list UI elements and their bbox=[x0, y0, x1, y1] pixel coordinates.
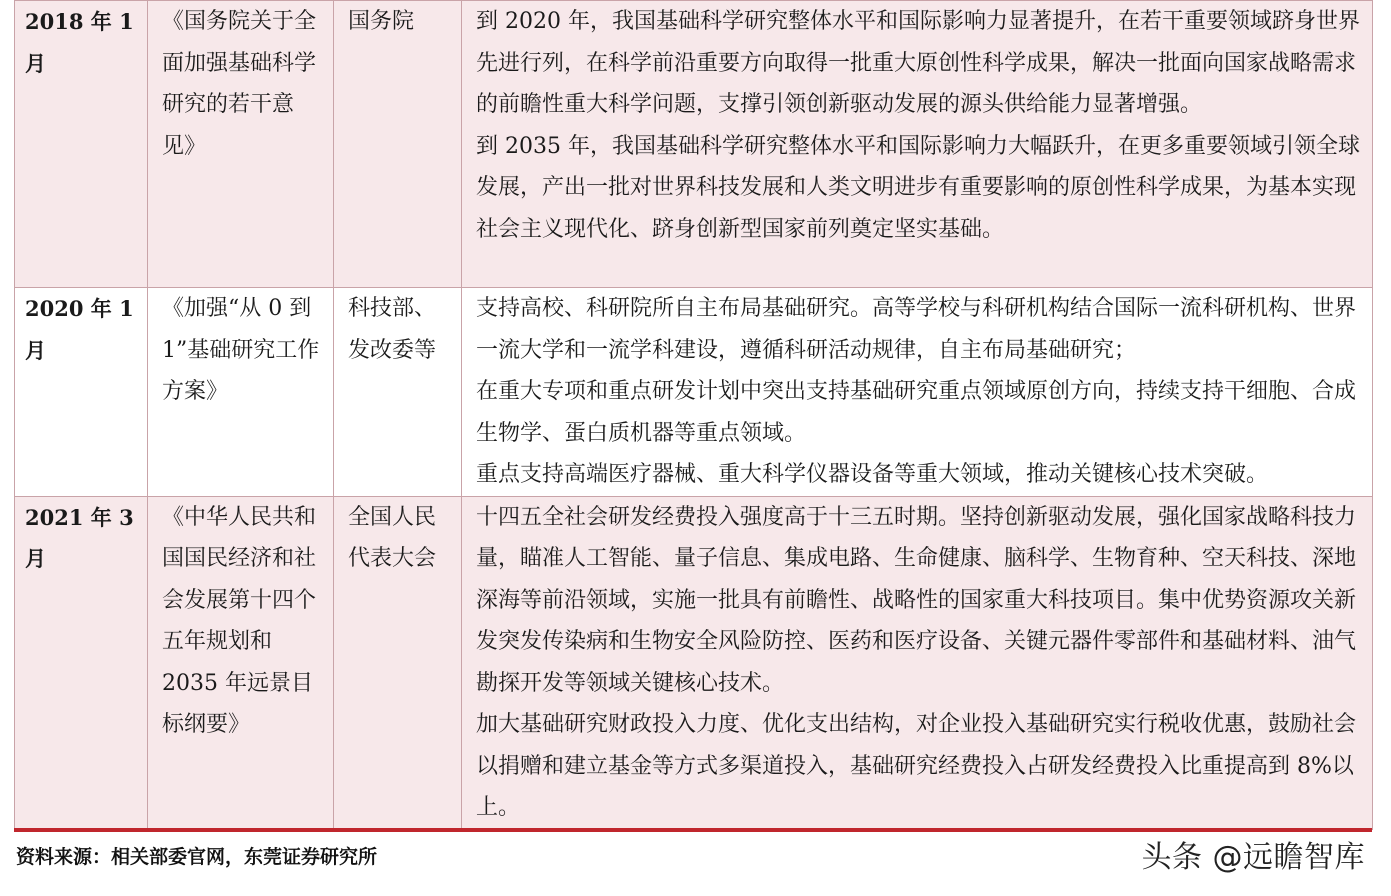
content-paragraph: 加大基础研究财政投入力度、优化支出结构，对企业投入基础研究实行税收优惠，鼓励社会以捐赠和建立基金等方式多渠道投入，基础研究经费投入占研发经费投入比重提高到 8%以上。 bbox=[476, 712, 1357, 820]
content-cell bbox=[462, 496, 1373, 829]
issuing-body-cell: 全国人民代表大会 bbox=[334, 496, 462, 829]
date-cell: 2020 年 1 月 bbox=[15, 288, 148, 497]
content-paragraph: 支持高校、科研院所自主布局基础研究。高等学校与科研机构结合国际一流科研机构、世界一流大学和一流学科建设，遵循科研活动规律，自主布局基础研究； bbox=[476, 296, 1357, 363]
date-cell: 2021 年 3 月 bbox=[15, 496, 148, 829]
table-row bbox=[15, 288, 1373, 497]
content-paragraph: 重点支持高端医疗器械、重大科学仪器设备等重大领域，推动关键核心技术突破。 bbox=[476, 462, 1269, 487]
document-title-cell: 《中华人民共和国国民经济和社会发展第十四个五年规划和 2035 年远景目标纲要》 bbox=[148, 496, 334, 829]
document-title-cell: 《加强“从 0 到 1”基础研究工作方案》 bbox=[148, 288, 334, 497]
policy-table-wrapper bbox=[14, 0, 1372, 830]
issuing-body-cell: 科技部、发改委等 bbox=[334, 288, 462, 497]
content-cell bbox=[462, 288, 1373, 497]
content-paragraph: 到 2020 年，我国基础科学研究整体水平和国际影响力显著提升，在若干重要领域跻身世界先进行列，在科学前沿重要方向取得一批重大原创性科学成果，解决一批面向国家战略需求的前瞻性重大科学问题，支撑引领创新驱动发展的源头供给能力显著增强。 bbox=[476, 9, 1360, 117]
watermark: 头条 @远瞻智库 bbox=[1141, 840, 1365, 875]
policy-table bbox=[14, 0, 1373, 830]
content-cell bbox=[462, 1, 1373, 288]
content-paragraph: 在重大专项和重点研发计划中突出支持基础研究重点领域原创方向，持续支持干细胞、合成生物学、蛋白质机器等重点领域。 bbox=[476, 379, 1357, 446]
date-cell: 2018 年 1 月 bbox=[15, 1, 148, 288]
document-title-cell: 《国务院关于全面加强基础科学研究的若干意见》 bbox=[148, 1, 334, 288]
issuing-body-cell: 国务院 bbox=[334, 1, 462, 288]
table-row bbox=[15, 1, 1373, 288]
table-row bbox=[15, 496, 1373, 829]
source-note: 资料来源：相关部委官网，东莞证券研究所 bbox=[16, 846, 378, 868]
content-paragraph: 到 2035 年，我国基础科学研究整体水平和国际影响力大幅跃升，在更多重要领域引领全球发展，产出一批对世界科技发展和人类文明进步有重要影响的原创性科学成果，为基本实现社会主义现代化、跻身创新型国家前列奠定坚实基础。 bbox=[476, 133, 1360, 242]
content-paragraph: 十四五全社会研发经费投入强度高于十三五时期。坚持创新驱动发展，强化国家战略科技力量，瞄准人工智能、量子信息、集成电路、生命健康、脑科学、生物育种、空天科技、深地深海等前沿领域，实施一批具有前瞻性、战略性的国家重大科技项目。集中优势资源攻关新发突发传染病和生物安全风险防控、医药和医疗设备、关键元器件零部件和基础材料、油气勘探开发等领域关键核心技术。 bbox=[476, 504, 1357, 696]
